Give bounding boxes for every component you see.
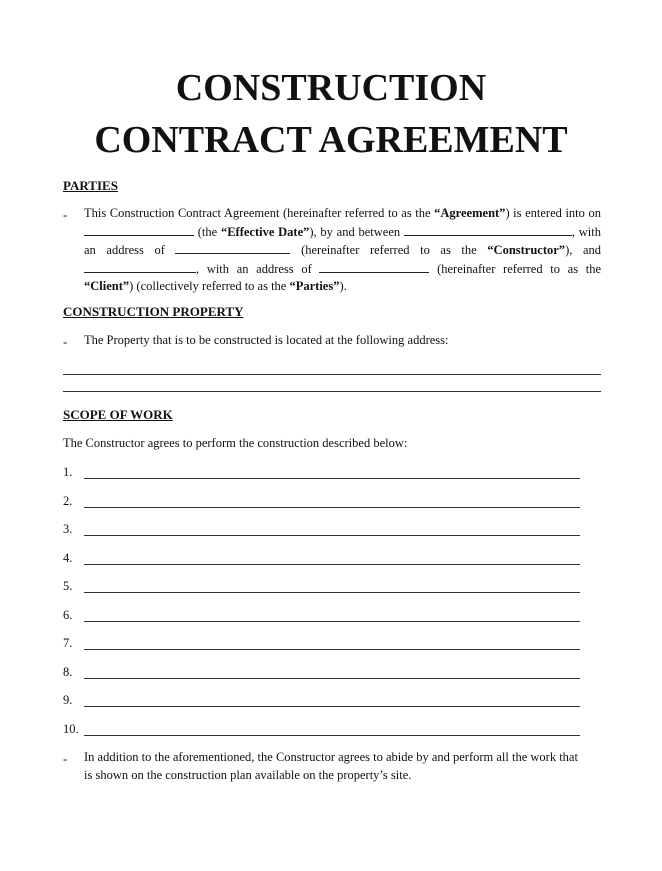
date-blank[interactable] xyxy=(84,223,194,236)
scope-item-number: 2. xyxy=(63,494,73,508)
agreement-term: “Agreement” xyxy=(434,206,506,220)
constructor-address-blank[interactable] xyxy=(175,241,290,254)
client-name-blank[interactable] xyxy=(84,260,196,273)
parties-term: “Parties” xyxy=(289,279,340,293)
scope-item-number: 8. xyxy=(63,665,73,679)
scope-item-line[interactable] xyxy=(84,621,580,622)
scope-item-number: 3. xyxy=(63,522,73,536)
property-bullet: - xyxy=(63,334,68,349)
constructor-term: “Constructor” xyxy=(487,243,566,257)
scope-of-work-heading: SCOPE OF WORK xyxy=(63,407,173,422)
scope-item-number: 1. xyxy=(63,465,73,479)
property-text: The Property that is to be constructed is located at the following address: xyxy=(84,333,449,347)
closing-bullet: - xyxy=(63,751,68,766)
client-term: “Client” xyxy=(84,279,130,293)
scope-item-line[interactable] xyxy=(84,507,580,508)
client-address-blank[interactable] xyxy=(319,260,429,273)
parties-bullet: - xyxy=(63,207,68,222)
document-title-line-1: CONSTRUCTION xyxy=(175,67,487,109)
scope-item-line[interactable] xyxy=(84,735,580,736)
scope-item-line[interactable] xyxy=(84,649,580,650)
effective-date-term: “Effective Date” xyxy=(220,224,310,239)
scope-item-number: 4. xyxy=(63,551,73,565)
construction-property-heading: CONSTRUCTION PROPERTY xyxy=(63,304,244,319)
scope-item-line[interactable] xyxy=(84,592,580,593)
property-address-line-1[interactable] xyxy=(63,374,601,375)
scope-item-line[interactable] xyxy=(84,564,580,565)
scope-item-number: 6. xyxy=(63,608,73,622)
scope-item-line[interactable] xyxy=(84,706,580,707)
scope-item-line[interactable] xyxy=(84,478,580,479)
property-address-line-2[interactable] xyxy=(63,391,601,392)
scope-intro: The Constructor agrees to perform the construction described below: xyxy=(63,436,408,450)
scope-item-number: 7. xyxy=(63,636,73,650)
scope-item-number: 5. xyxy=(63,579,73,593)
document-title-line-2: CONTRACT AGREEMENT xyxy=(94,119,568,161)
scope-closing-text: In addition to the aforementioned, the Constructor agrees to abide by and perform all the work that is shown on the construction plan available on the property’s site. xyxy=(84,750,578,782)
scope-item-line[interactable] xyxy=(84,678,580,679)
parties-heading: PARTIES xyxy=(63,178,118,193)
scope-item-line[interactable] xyxy=(84,535,580,536)
scope-item-number: 10. xyxy=(63,722,79,736)
scope-item-number: 9. xyxy=(63,693,73,707)
constructor-name-blank[interactable] xyxy=(404,223,572,236)
parties-paragraph: This Construction Contract Agreement (hereinafter referred to as the “Agreement”) is entered into on (the “Effective Date”), by and between , with an address of (hereinafter referred to as the “Constructor”), and , with an address of (hereinafter referred to as the “Client”) (collectively referred to as the “Parties”). xyxy=(84,206,601,293)
